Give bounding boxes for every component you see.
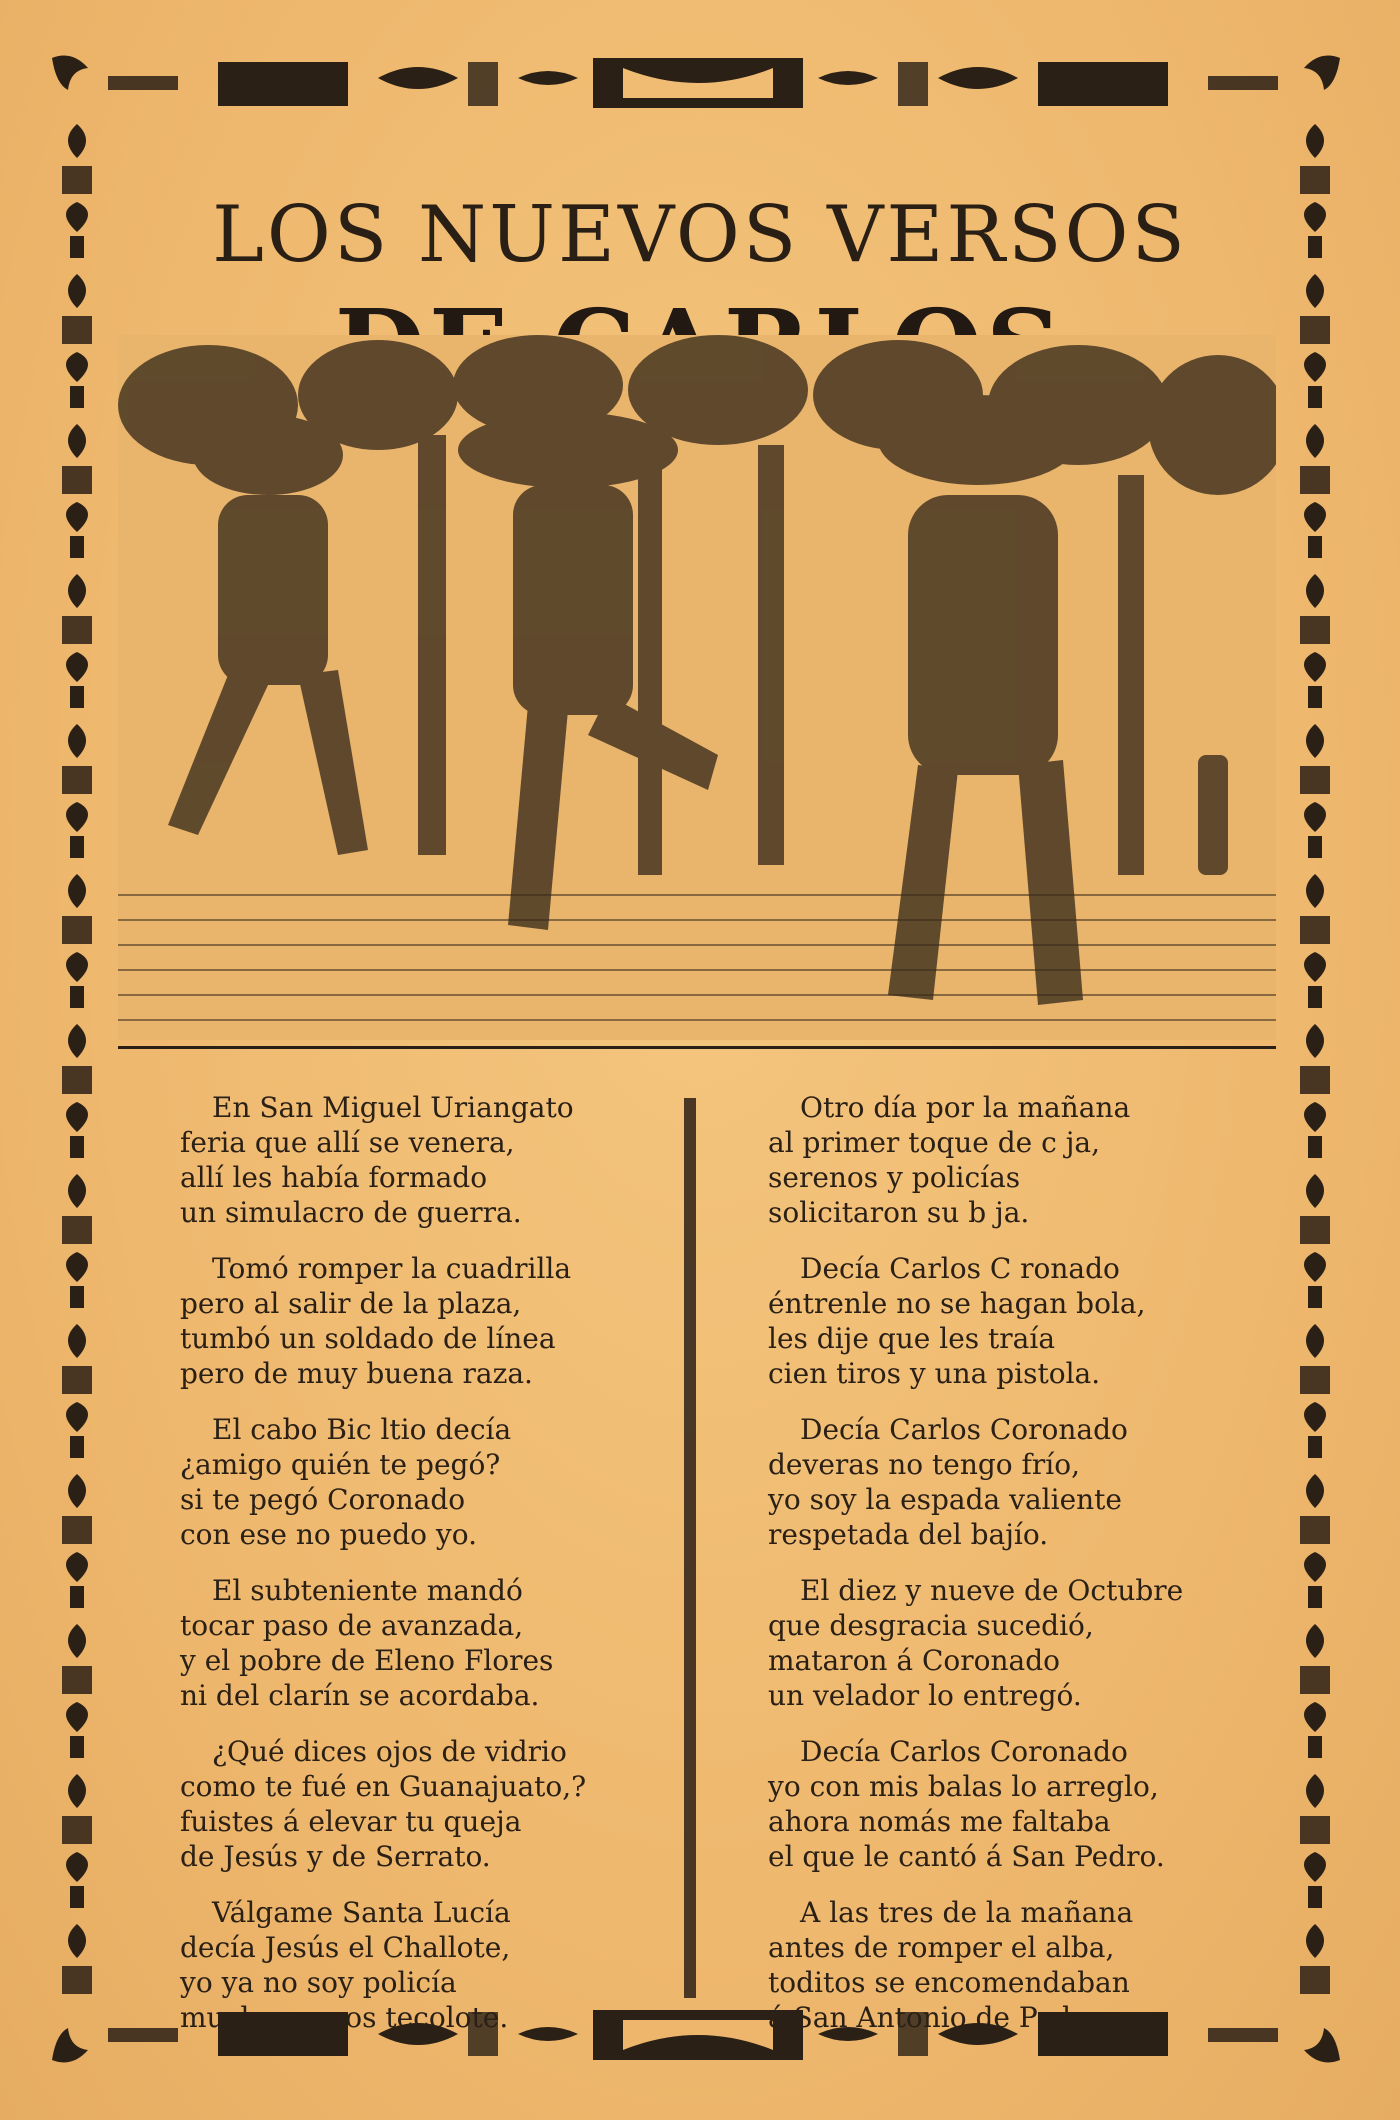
top-border-ornament-icon xyxy=(48,48,1344,118)
verse-line: El cabo Bic ltio decía xyxy=(212,1413,512,1446)
verse-line: Válgame Santa Lucía xyxy=(212,1896,511,1929)
verse-stanza xyxy=(180,1895,700,2035)
verse-line: con ese no puedo yo. xyxy=(180,1518,477,1551)
verse-line: un simulacro de guerra. xyxy=(180,1196,522,1229)
verse-line: Decía Carlos Coronado xyxy=(800,1413,1128,1446)
verse-line: mucho menos tecolote. xyxy=(180,2001,509,2034)
verse-line: al primer toque de c ja, xyxy=(768,1126,1101,1159)
verse-line: deveras no tengo frío, xyxy=(768,1448,1081,1481)
verse-line: éntrenle no se hagan bola, xyxy=(768,1287,1146,1320)
verse-stanza xyxy=(768,1573,1288,1713)
verse-stanza xyxy=(180,1573,700,1713)
verse-line: toditos se encomendaban xyxy=(768,1966,1130,1999)
verse-line: fuistes á elevar tu queja xyxy=(180,1805,522,1838)
verse-line: les dije que les traía xyxy=(768,1322,1056,1355)
verse-line: solicitaron su b ja. xyxy=(768,1196,1030,1229)
verse-line: Tomó romper la cuadrilla xyxy=(212,1252,572,1285)
verse-line: ni del clarín se acordaba. xyxy=(180,1679,540,1712)
column-divider-ornament-icon xyxy=(684,1098,696,1998)
verse-stanza xyxy=(768,1412,1288,1552)
verse-stanza xyxy=(768,1251,1288,1391)
verse-line: á San Antonio de Padua. xyxy=(768,2001,1115,2034)
verse-stanza xyxy=(180,1734,700,1874)
verse-line: ¿amigo quién te pegó? xyxy=(180,1448,501,1481)
verse-line: ¿Qué dices ojos de vidrio xyxy=(212,1735,567,1768)
left-border-ornament-icon xyxy=(48,118,106,2000)
verse-line: A las tres de la mañana xyxy=(800,1896,1134,1929)
verse-line: tumbó un soldado de línea xyxy=(180,1322,556,1355)
verse-line: y el pobre de Eleno Flores xyxy=(180,1644,554,1677)
verse-line: respetada del bajío. xyxy=(768,1518,1049,1551)
left-verse-column xyxy=(180,1090,700,2056)
right-verse-column xyxy=(768,1090,1288,2056)
verse-stanza xyxy=(180,1090,700,1230)
verse-line: cien tiros y una pistola. xyxy=(768,1357,1101,1390)
verse-line: tocar paso de avanzada, xyxy=(180,1609,524,1642)
verse-line: El diez y nueve de Octubre xyxy=(800,1574,1184,1607)
verse-line: yo con mis balas lo arreglo, xyxy=(768,1770,1159,1803)
verse-line: Decía Carlos C ronado xyxy=(800,1252,1120,1285)
verse-line: un velador lo entregó. xyxy=(768,1679,1082,1712)
woodcut-engraving-icon xyxy=(118,335,1276,1040)
verse-line: el que le cantó á San Pedro. xyxy=(768,1840,1165,1873)
verse-stanza xyxy=(768,1895,1288,2035)
verse-stanza xyxy=(180,1412,700,1552)
verse-line: feria que allí se venera, xyxy=(180,1126,515,1159)
verse-stanza xyxy=(180,1251,700,1391)
verse-line: Decía Carlos Coronado xyxy=(800,1735,1128,1768)
verse-line: yo soy la espada valiente xyxy=(768,1483,1122,1516)
right-border-ornament-icon xyxy=(1286,118,1344,2000)
verse-line: pero al salir de la plaza, xyxy=(180,1287,522,1320)
verse-stanza xyxy=(768,1090,1288,1230)
verse-line: allí les había formado xyxy=(180,1161,488,1194)
verse-line: El subteniente mandó xyxy=(212,1574,523,1607)
section-rule xyxy=(118,1046,1276,1049)
verse-line: pero de muy buena raza. xyxy=(180,1357,533,1390)
title-line-1: LOS NUEVOS VERSOS xyxy=(212,190,1188,281)
verse-line: si te pegó Coronado xyxy=(180,1483,466,1516)
verse-line: que desgracia sucedió, xyxy=(768,1609,1094,1642)
verse-line: En San Miguel Uriangato xyxy=(212,1091,574,1124)
verse-line: mataron á Coronado xyxy=(768,1644,1060,1677)
verse-line: ahora nomás me faltaba xyxy=(768,1805,1111,1838)
verse-line: de Jesús y de Serrato. xyxy=(180,1840,491,1873)
verse-line: antes de romper el alba, xyxy=(768,1931,1115,1964)
verse-line: como te fué en Guanajuato,? xyxy=(180,1770,587,1803)
verse-line: serenos y policías xyxy=(768,1161,1021,1194)
verse-stanza xyxy=(768,1734,1288,1874)
verse-line: decía Jesús el Challote, xyxy=(180,1931,511,1964)
verse-line: yo ya no soy policía xyxy=(180,1966,457,1999)
verse-line: Otro día por la mañana xyxy=(800,1091,1131,1124)
